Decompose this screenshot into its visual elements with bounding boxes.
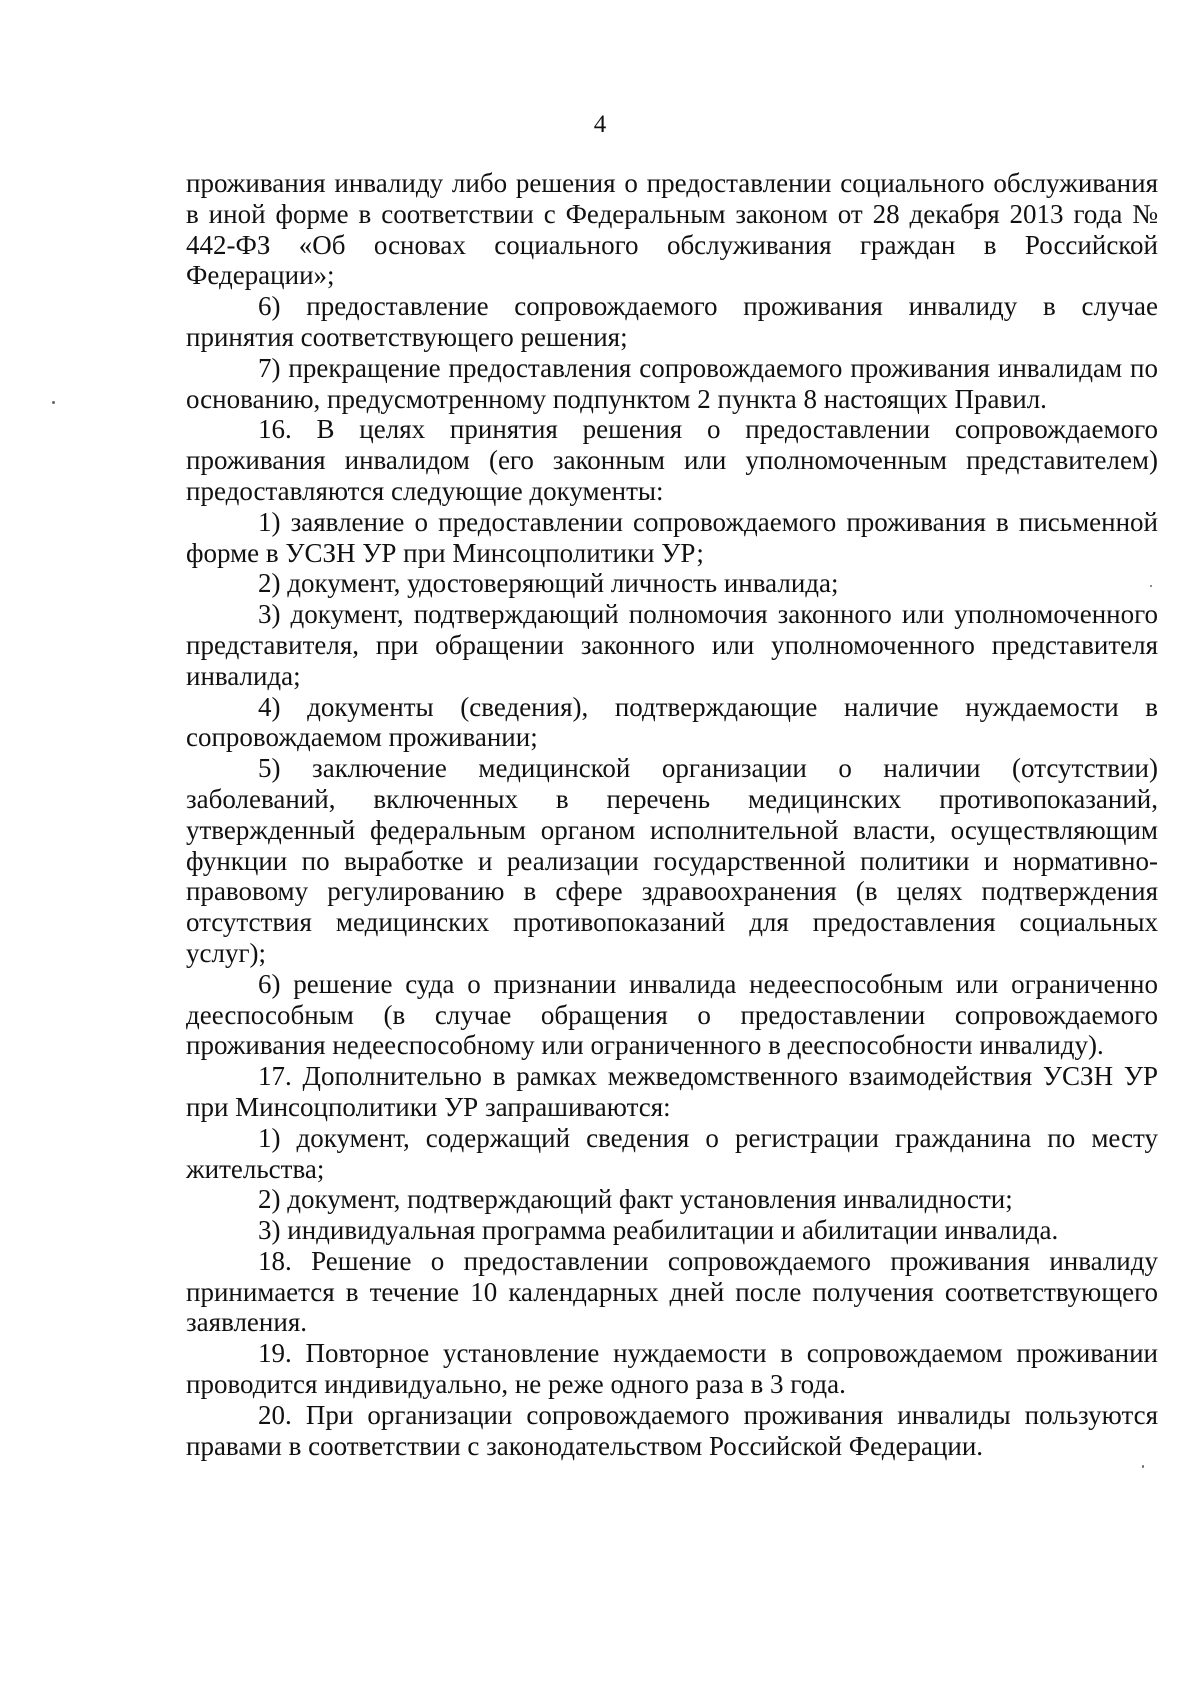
- clause-17: 17. Дополнительно в рамках межведомственного взаимодействия УСЗН УР при Минсоцполитики УР запрашиваются:: [186, 1061, 1158, 1122]
- clause-20: 20. При организации сопровождаемого проживания инвалиды пользуются правами в соответствии с законодательством Российской Федерации.: [186, 1399, 1158, 1461]
- clause-18: 18. Решение о предоставлении сопровождаемого проживания инвалиду принимается в течение 10 календарных дней после получения соответствующего заявления.: [186, 1245, 1158, 1338]
- clause-17-item-1: 1) документ, содержащий сведения о регистрации гражданина по месту жительства;: [186, 1122, 1158, 1184]
- clause-16-item-6: 6) решение суда о признании инвалида недееспособным или ограниченно дееспособным (в случае обращения о предоставлении сопровождаемого проживания недееспособному или ограниченного в дееспособности инвалиду).: [186, 968, 1158, 1061]
- document-body: [186, 168, 1158, 1461]
- scan-speck: [1150, 585, 1152, 587]
- clause-16-item-3: 3) документ, подтверждающий полномочия законного или уполномоченного представителя, при обращении законного или уполномоченного представителя инвалида;: [186, 599, 1158, 691]
- clause-19: 19. Повторное установление нуждаемости в сопровождаемом проживании проводится индивидуально, не реже одного раза в 3 года.: [186, 1338, 1158, 1400]
- scan-speck: [52, 401, 55, 404]
- clause-16-item-2: 2) документ, удостоверяющий личность инвалида;: [258, 568, 839, 599]
- list-item-6: 6) предоставление сопровождаемого проживания инвалиду в случае принятия соответствующего решения;: [186, 291, 1158, 352]
- paragraph-continuation: проживания инвалиду либо решения о предоставлении социального обслуживания в иной форме в соответствии с Федеральным законом от 28 декабря 2013 года № 442-ФЗ «Об основах социального обслуживания граждан в Российской Федерации»;: [186, 168, 1158, 291]
- list-item-7: 7) прекращение предоставления сопровождаемого проживания инвалидам по основанию, предусмотренному подпунктом 2 пункта 8 настоящих Правил.: [186, 352, 1158, 414]
- scan-speck: [1142, 1465, 1144, 1468]
- clause-17-item-3: 3) индивидуальная программа реабилитации и абилитации инвалида.: [258, 1215, 1059, 1246]
- clause-16: 16. В целях принятия решения о предоставлении сопровождаемого проживания инвалидом (его законным или уполномоченным представителем) предоставляются следующие документы:: [186, 414, 1158, 506]
- clause-16-item-4: 4) документы (сведения), подтверждающие наличие нуждаемости в сопровождаемом проживании;: [186, 691, 1158, 753]
- clause-16-item-5: 5) заключение медицинской организации о наличии (отсутствии) заболеваний, включенных в перечень медицинских противопоказаний, утвержденный федеральным органом исполнительной власти, осуществляющим функции по выработке и реализации государственной политики и нормативно-правовому регулированию в сфере здравоохранения (в целях подтверждения отсутствия медицинских противопоказаний для предоставления социальных услуг);: [186, 753, 1158, 968]
- page-number: 4: [593, 111, 607, 138]
- clause-16-item-1: 1) заявление о предоставлении сопровождаемого проживания в письменной форме в УСЗН УР при Минсоцполитики УР;: [186, 506, 1158, 568]
- clause-17-item-2: 2) документ, подтверждающий факт установления инвалидности;: [258, 1184, 1013, 1215]
